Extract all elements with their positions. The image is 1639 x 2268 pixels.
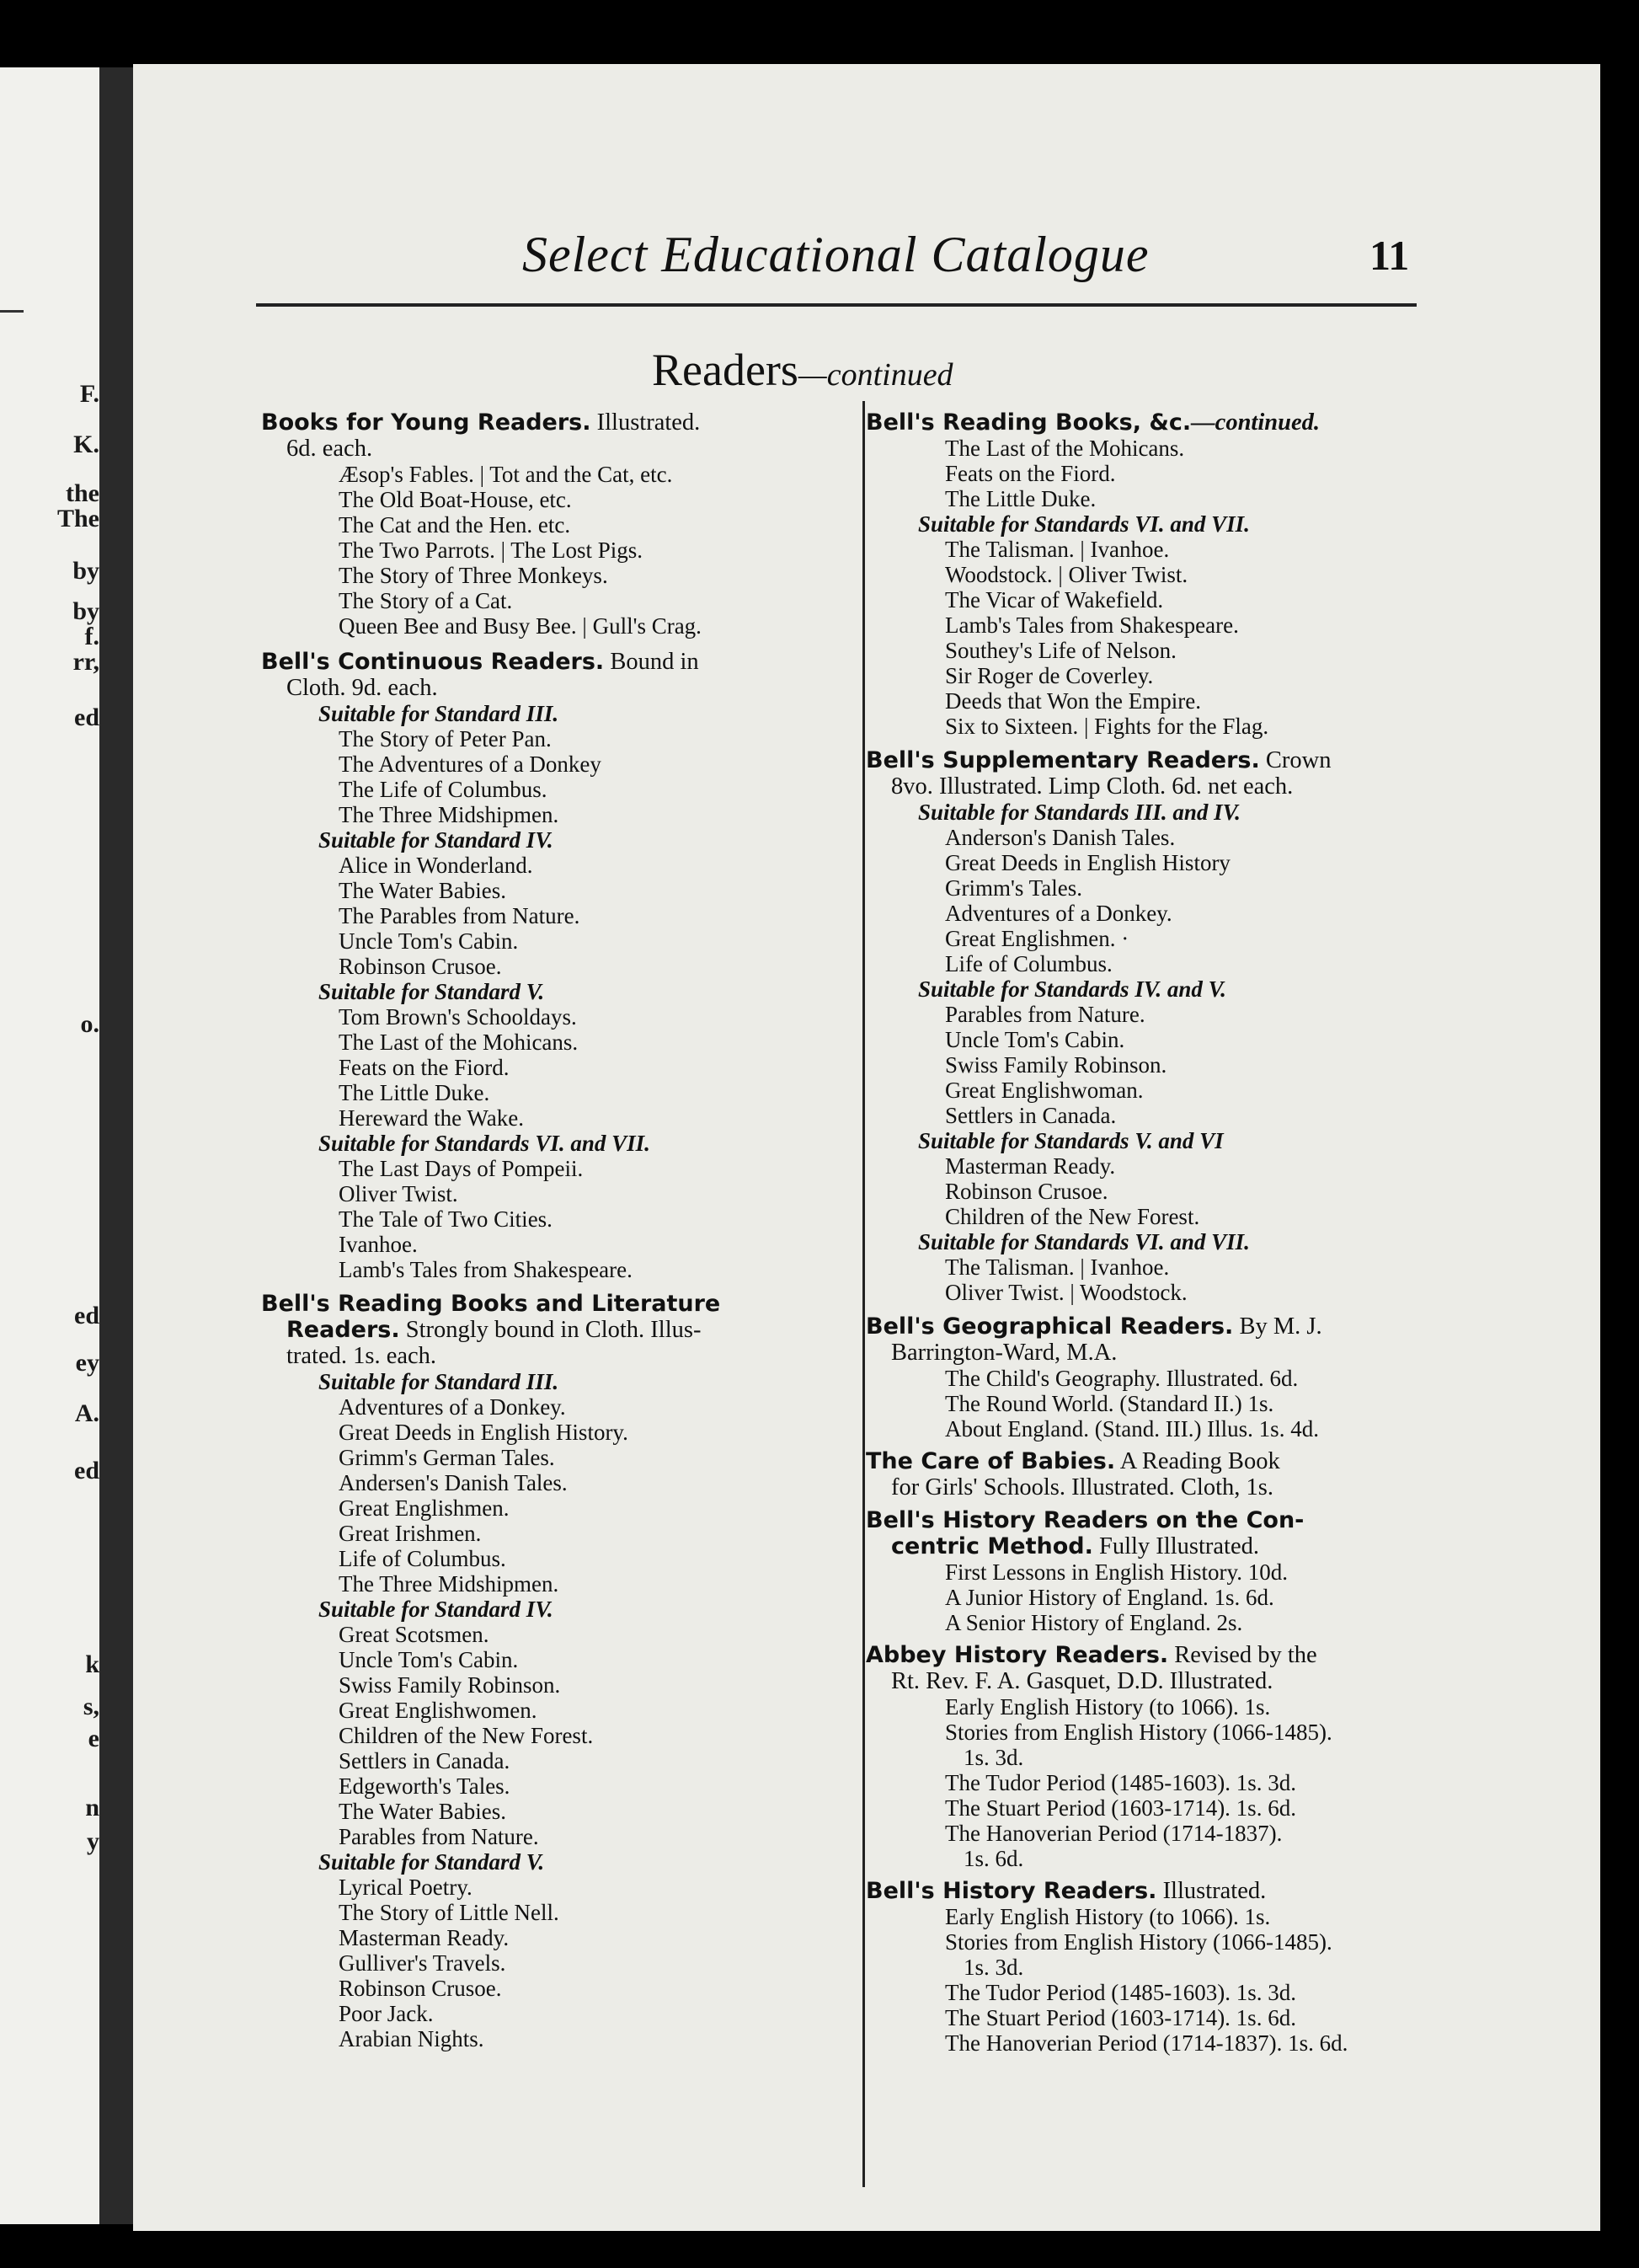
- book-title: About England. (Stand. III.) Illus. 1s. 4d.: [945, 1416, 1319, 1442]
- left-page-fragment: ey: [75, 1349, 99, 1377]
- book-title: Adventures of a Donkey.: [945, 901, 1172, 926]
- book-title: Swiss Family Robinson.: [945, 1052, 1167, 1078]
- book-title: The Stuart Period (1603-1714). 1s. 6d.: [945, 1795, 1296, 1821]
- book-title: Children of the New Forest.: [339, 1723, 594, 1748]
- entry-title: Bell's Geographical Readers.: [866, 1313, 1234, 1340]
- entry-title: Bell's Reading Books and Literature: [261, 1291, 721, 1317]
- book-title: Feats on the Fiord.: [339, 1055, 510, 1080]
- book-title: Arabian Nights.: [339, 2026, 484, 2051]
- book-title: Stories from English History (1066-1485).: [945, 1929, 1332, 1955]
- book-title: Robinson Crusoe.: [339, 954, 502, 979]
- left-page-fragment: The: [56, 505, 99, 532]
- standard-subheading: Suitable for Standard III.: [318, 701, 559, 726]
- entry-description: Bound in: [604, 649, 699, 675]
- catalogue-entry: [261, 409, 842, 639]
- left-page-fragment: ed: [74, 1302, 99, 1329]
- right-column: [866, 409, 1422, 2056]
- entry-heading: [261, 1291, 842, 1317]
- left-page-fragment: y: [87, 1827, 99, 1855]
- book-title: A Senior History of England. 2s.: [945, 1610, 1243, 1635]
- book-title: The Cat and the Hen. etc.: [339, 512, 571, 538]
- header-rule: [256, 303, 1417, 307]
- book-title: 1s. 3d.: [964, 1955, 1024, 1980]
- standard-subheading: Suitable for Standards V. and VI: [918, 1128, 1224, 1153]
- entry-description: A Reading Book: [1115, 1448, 1280, 1474]
- left-column: [261, 409, 842, 2051]
- left-page-fragment: e: [88, 1725, 99, 1752]
- standard-subheading: Suitable for Standard III.: [318, 1369, 559, 1394]
- book-title: Hereward the Wake.: [339, 1105, 524, 1131]
- book-title: The Last of the Mohicans.: [945, 436, 1185, 461]
- book-title: Robinson Crusoe.: [339, 1976, 502, 2001]
- book-title: The Hanoverian Period (1714-1837).: [945, 1821, 1283, 1846]
- book-title: Parables from Nature.: [945, 1002, 1145, 1027]
- book-title: The Talisman. | Ivanhoe.: [945, 537, 1170, 562]
- left-page-fragment: by: [72, 557, 99, 585]
- book-title: Uncle Tom's Cabin.: [945, 1027, 1125, 1052]
- standard-subheading: Suitable for Standards VI. and VII.: [318, 1131, 650, 1156]
- left-page-fragment: the: [66, 479, 99, 507]
- book-title: Great Scotsmen.: [339, 1622, 489, 1647]
- book-title: Six to Sixteen. | Fights for the Flag.: [945, 714, 1269, 739]
- book-title: The Last Days of Pompeii.: [339, 1156, 584, 1181]
- entry-description-line: 8vo. Illustrated. Limp Cloth. 6d. net each.: [891, 773, 1294, 800]
- book-title: Oliver Twist. | Woodstock.: [945, 1280, 1188, 1305]
- entry-heading: [866, 1507, 1422, 1533]
- entry-heading: [866, 1642, 1422, 1668]
- catalogue-page: [133, 64, 1600, 2231]
- book-title: Grimm's German Tales.: [339, 1445, 555, 1470]
- left-page-fragment: s,: [83, 1693, 99, 1720]
- column-rule: [862, 401, 865, 2187]
- entry-title-continuation: Readers.: [286, 1317, 400, 1343]
- book-title: Stories from English History (1066-1485).: [945, 1720, 1332, 1745]
- book-title: Lyrical Poetry.: [339, 1875, 472, 1900]
- entry-description: Fully Illustrated.: [1092, 1533, 1259, 1559]
- entry-heading: [261, 649, 842, 675]
- catalogue-entry: [866, 1507, 1422, 1635]
- book-title: Poor Jack.: [339, 2001, 434, 2026]
- book-title: Oliver Twist.: [339, 1181, 458, 1206]
- entry-description-line: for Girls' Schools. Illustrated. Cloth, 1s.: [891, 1474, 1273, 1500]
- book-title: The Little Duke.: [339, 1080, 490, 1105]
- catalogue-entry: [866, 1448, 1422, 1500]
- page-number: 11: [1369, 232, 1410, 279]
- entry-title: Bell's Supplementary Readers.: [866, 747, 1260, 773]
- book-title: First Lessons in English History. 10d.: [945, 1559, 1289, 1585]
- book-title: The Story of Peter Pan.: [339, 726, 552, 752]
- book-title: The Tudor Period (1485-1603). 1s. 3d.: [945, 1980, 1296, 2005]
- entry-description: Strongly bound in Cloth. Illus-: [399, 1317, 702, 1343]
- book-title: The Life of Columbus.: [339, 777, 547, 802]
- entry-title: Abbey History Readers.: [866, 1642, 1169, 1668]
- standard-subheading: Suitable for Standard IV.: [318, 1597, 553, 1622]
- book-title: The Talisman. | Ivanhoe.: [945, 1254, 1170, 1280]
- entry-description-line: Rt. Rev. F. A. Gasquet, D.D. Illustrated.: [891, 1668, 1273, 1694]
- left-page-fragment: k: [85, 1650, 99, 1678]
- entry-heading: [866, 409, 1422, 436]
- book-title: Masterman Ready.: [945, 1153, 1116, 1179]
- book-title: Tom Brown's Schooldays.: [339, 1004, 577, 1030]
- entry-description: Illustrated.: [590, 409, 701, 436]
- entry-heading-continued: —continued.: [1191, 409, 1320, 436]
- book-title: The Adventures of a Donkey: [339, 752, 601, 777]
- book-title: Early English History (to 1066). 1s.: [945, 1904, 1271, 1929]
- section-title: [652, 344, 953, 396]
- entry-description: Illustrated.: [1156, 1878, 1267, 1904]
- catalogue-entry: [866, 747, 1422, 1305]
- left-page-fragment: A.: [74, 1399, 99, 1427]
- standard-subheading: Suitable for Standard V.: [318, 1849, 545, 1875]
- entry-heading: [866, 1878, 1422, 1904]
- book-title: The Water Babies.: [339, 878, 507, 903]
- book-title: Great Englishmen.: [339, 1495, 510, 1521]
- book-title: Great Englishmen. ·: [945, 926, 1129, 951]
- left-page-fragment: K.: [73, 431, 99, 458]
- standard-subheading: Suitable for Standard V.: [318, 979, 545, 1004]
- book-title: Anderson's Danish Tales.: [945, 825, 1176, 850]
- left-page-fragment: rr,: [72, 648, 99, 676]
- book-title: The Stuart Period (1603-1714). 1s. 6d.: [945, 2005, 1296, 2030]
- section-continued: —continued: [798, 357, 953, 393]
- book-title: Settlers in Canada.: [339, 1748, 510, 1773]
- book-title: Southey's Life of Nelson.: [945, 638, 1177, 663]
- standard-subheading: Suitable for Standards IV. and V.: [918, 976, 1226, 1002]
- book-title: Early English History (to 1066). 1s.: [945, 1694, 1271, 1720]
- book-title: The Three Midshipmen.: [339, 802, 559, 827]
- book-title: The Tudor Period (1485-1603). 1s. 3d.: [945, 1770, 1296, 1795]
- facing-page-edge: [0, 67, 99, 2224]
- book-title: The Story of Little Nell.: [339, 1900, 559, 1925]
- book-title: The Story of Three Monkeys.: [339, 563, 608, 588]
- left-page-fragment: ed: [74, 1457, 99, 1484]
- catalogue-entry: [866, 1313, 1422, 1442]
- catalogue-entry: [261, 1291, 842, 2051]
- entry-title: Bell's Reading Books, &c.: [866, 409, 1192, 436]
- book-title: Great Deeds in English History.: [339, 1420, 628, 1445]
- book-title: Alice in Wonderland.: [339, 853, 533, 878]
- book-title: Great Deeds in English History: [945, 850, 1231, 875]
- book-title: The Last of the Mohicans.: [339, 1030, 579, 1055]
- entry-description-line: 6d. each.: [286, 436, 373, 462]
- book-title: 1s. 3d.: [964, 1745, 1024, 1770]
- catalogue-entry: [866, 1642, 1422, 1871]
- book-title: The Two Parrots. | The Lost Pigs.: [339, 538, 643, 563]
- book-title: Ivanhoe.: [339, 1232, 418, 1257]
- book-title: Adventures of a Donkey.: [339, 1394, 566, 1420]
- book-title: Lamb's Tales from Shakespeare.: [339, 1257, 633, 1282]
- entry-description-line: Cloth. 9d. each.: [286, 675, 438, 701]
- entry-title: Bell's History Readers.: [866, 1878, 1157, 1904]
- section-title-text: Readers: [652, 345, 798, 395]
- entry-heading: [866, 747, 1422, 773]
- book-title: Feats on the Fiord.: [945, 461, 1116, 486]
- book-title: Uncle Tom's Cabin.: [339, 928, 519, 954]
- left-page-fragment: F.: [79, 380, 99, 408]
- book-title: Swiss Family Robinson.: [339, 1672, 561, 1698]
- book-title: The Little Duke.: [945, 486, 1097, 511]
- catalogue-entry: [866, 409, 1422, 739]
- book-title: Great Irishmen.: [339, 1521, 482, 1546]
- book-title: A Junior History of England. 1s. 6d.: [945, 1585, 1274, 1610]
- book-gutter: [99, 67, 133, 2224]
- book-title: Edgeworth's Tales.: [339, 1773, 510, 1799]
- entry-title-continuation: centric Method.: [891, 1533, 1093, 1559]
- book-title: Robinson Crusoe.: [945, 1179, 1108, 1204]
- standard-subheading: Suitable for Standards VI. and VII.: [918, 511, 1250, 537]
- entry-description: Crown: [1259, 747, 1332, 773]
- entry-description-line: [261, 1317, 842, 1343]
- book-title: Lamb's Tales from Shakespeare.: [945, 612, 1239, 638]
- book-title: The Round World. (Standard II.) 1s.: [945, 1391, 1274, 1416]
- book-title: Great Englishwoman.: [945, 1078, 1144, 1103]
- book-title: The Child's Geography. Illustrated. 6d.: [945, 1366, 1299, 1391]
- book-title: Gulliver's Travels.: [339, 1950, 506, 1976]
- book-title: Uncle Tom's Cabin.: [339, 1647, 519, 1672]
- book-title: The Three Midshipmen.: [339, 1571, 559, 1597]
- book-title: Deeds that Won the Empire.: [945, 688, 1202, 714]
- book-title: Life of Columbus.: [339, 1546, 506, 1571]
- book-title: The Parables from Nature.: [339, 903, 580, 928]
- book-title: The Hanoverian Period (1714-1837). 1s. 6d.: [945, 2030, 1348, 2056]
- left-page-rule: [0, 310, 24, 313]
- entry-description-line: Barrington-Ward, M.A.: [891, 1340, 1118, 1366]
- entry-heading: [866, 1313, 1422, 1340]
- entry-description-line: trated. 1s. each.: [286, 1343, 437, 1369]
- entry-title: The Care of Babies.: [866, 1448, 1116, 1474]
- left-page-fragment: f.: [84, 623, 99, 650]
- book-title: Woodstock. | Oliver Twist.: [945, 562, 1188, 587]
- entry-description-line: [866, 1533, 1422, 1559]
- entry-title: Bell's History Readers on the Con-: [866, 1507, 1305, 1533]
- entry-heading: [261, 409, 842, 436]
- standard-subheading: Suitable for Standards III. and IV.: [918, 800, 1241, 825]
- entry-title: Bell's Continuous Readers.: [261, 649, 605, 675]
- book-title: Æsop's Fables. | Tot and the Cat, etc.: [339, 462, 673, 487]
- standard-subheading: Suitable for Standards VI. and VII.: [918, 1229, 1250, 1254]
- entry-description: By M. J.: [1233, 1313, 1322, 1340]
- left-page-fragment: o.: [80, 1010, 99, 1038]
- book-title: Andersen's Danish Tales.: [339, 1470, 568, 1495]
- book-title: Queen Bee and Busy Bee. | Gull's Crag.: [339, 613, 702, 639]
- book-title: Masterman Ready.: [339, 1925, 510, 1950]
- entry-heading: [866, 1448, 1422, 1474]
- book-title: Parables from Nature.: [339, 1824, 539, 1849]
- book-title: Settlers in Canada.: [945, 1103, 1117, 1128]
- book-title: Sir Roger de Coverley.: [945, 663, 1154, 688]
- left-page-fragment: by: [72, 597, 99, 625]
- book-title: The Old Boat-House, etc.: [339, 487, 572, 512]
- book-title: The Story of a Cat.: [339, 588, 513, 613]
- entry-title: Books for Young Readers.: [261, 409, 591, 436]
- standard-subheading: Suitable for Standard IV.: [318, 827, 553, 853]
- book-title: The Tale of Two Cities.: [339, 1206, 553, 1232]
- entry-description: Revised by the: [1168, 1642, 1317, 1668]
- book-title: The Vicar of Wakefield.: [945, 587, 1164, 612]
- book-title: 1s. 6d.: [964, 1846, 1024, 1871]
- book-title: The Water Babies.: [339, 1799, 507, 1824]
- book-title: Great Englishwomen.: [339, 1698, 537, 1723]
- running-title: Select Educational Catalogue: [522, 227, 1150, 282]
- left-page-fragment: n: [85, 1794, 99, 1821]
- catalogue-entry: [866, 1878, 1422, 2056]
- book-title: Children of the New Forest.: [945, 1204, 1200, 1229]
- left-page-fragment: ed: [74, 703, 99, 731]
- catalogue-entry: [261, 649, 842, 1282]
- book-title: Grimm's Tales.: [945, 875, 1082, 901]
- book-title: Life of Columbus.: [945, 951, 1113, 976]
